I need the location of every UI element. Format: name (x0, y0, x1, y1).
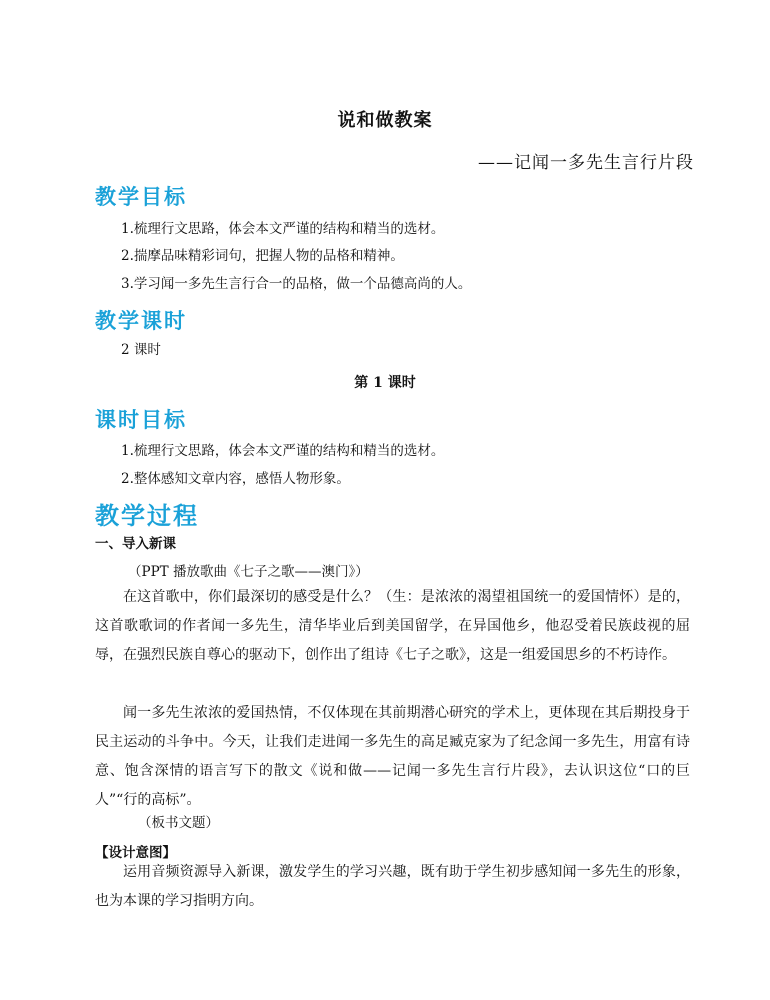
board-note: （板书文题） (138, 815, 219, 831)
paragraph-text: 闻一多先生浓浓的爱国热情，不仅体现在其前期潜心研究的学术上，更体现在其后期投身于民主运动的斗争中。今天，让我们走进闻一多先生的高足臧克家为了纪念闻一多先生，用富有诗意、饱含深情的语言写下的散文《说和做——记闻一多先生言行片段》，去认识这位“口的巨人”“行的高标”。 (95, 705, 690, 808)
ppt-note: （PPT 播放歌曲《七子之歌——澳门》） (128, 564, 369, 580)
page-title: 说和做教案 (337, 110, 433, 131)
lesson-1-title: 第 1 课时 (354, 375, 416, 391)
page-subtitle: ——记闻一多先生言行片段 (478, 153, 694, 173)
design-intent-paragraph (95, 858, 690, 916)
lesson-goal-item: 1.梳理行文思路，体会本文严谨的结构和精当的选材。 (121, 443, 445, 459)
goal-item: 3.学习闻一多先生言行合一的品格，做一个品德高尚的人。 (121, 276, 472, 292)
heading-lesson-goals: 课时目标 (95, 408, 187, 432)
step-1-title: 一、导入新课 (95, 536, 176, 552)
goal-item: 2.揣摩品味精彩词句，把握人物的品格和精神。 (121, 248, 404, 264)
intro-paragraph-1 (95, 583, 690, 670)
goal-item: 1.梳理行文思路，体会本文严谨的结构和精当的选材。 (121, 221, 445, 237)
design-intent-title: 【设计意图】 (95, 845, 176, 861)
paragraph-text: 在这首歌中，你们最深切的感受是什么？（生：是浓浓的渴望祖国统一的爱国情怀）是的，这首歌歌词的作者闻一多先生，清华毕业后到美国留学，在异国他乡，他忍受着民族歧视的屈辱，在强烈民族自尊心的驱动下，创作出了组诗《七子之歌》，这是一组爱国思乡的不朽诗作。 (95, 589, 690, 663)
hours-value: 2 课时 (121, 342, 161, 358)
paragraph-text: 运用音频资源导入新课，激发学生的学习兴趣，既有助于学生初步感知闻一多先生的形象，也为本课的学习指明方向。 (95, 864, 690, 909)
intro-paragraph-2 (95, 699, 690, 815)
lesson-goal-item: 2.整体感知文章内容，感悟人物形象。 (121, 471, 350, 487)
heading-teaching-goals: 教学目标 (95, 185, 187, 209)
heading-teaching-process: 教学过程 (95, 502, 199, 530)
heading-teaching-hours: 教学课时 (95, 309, 187, 333)
